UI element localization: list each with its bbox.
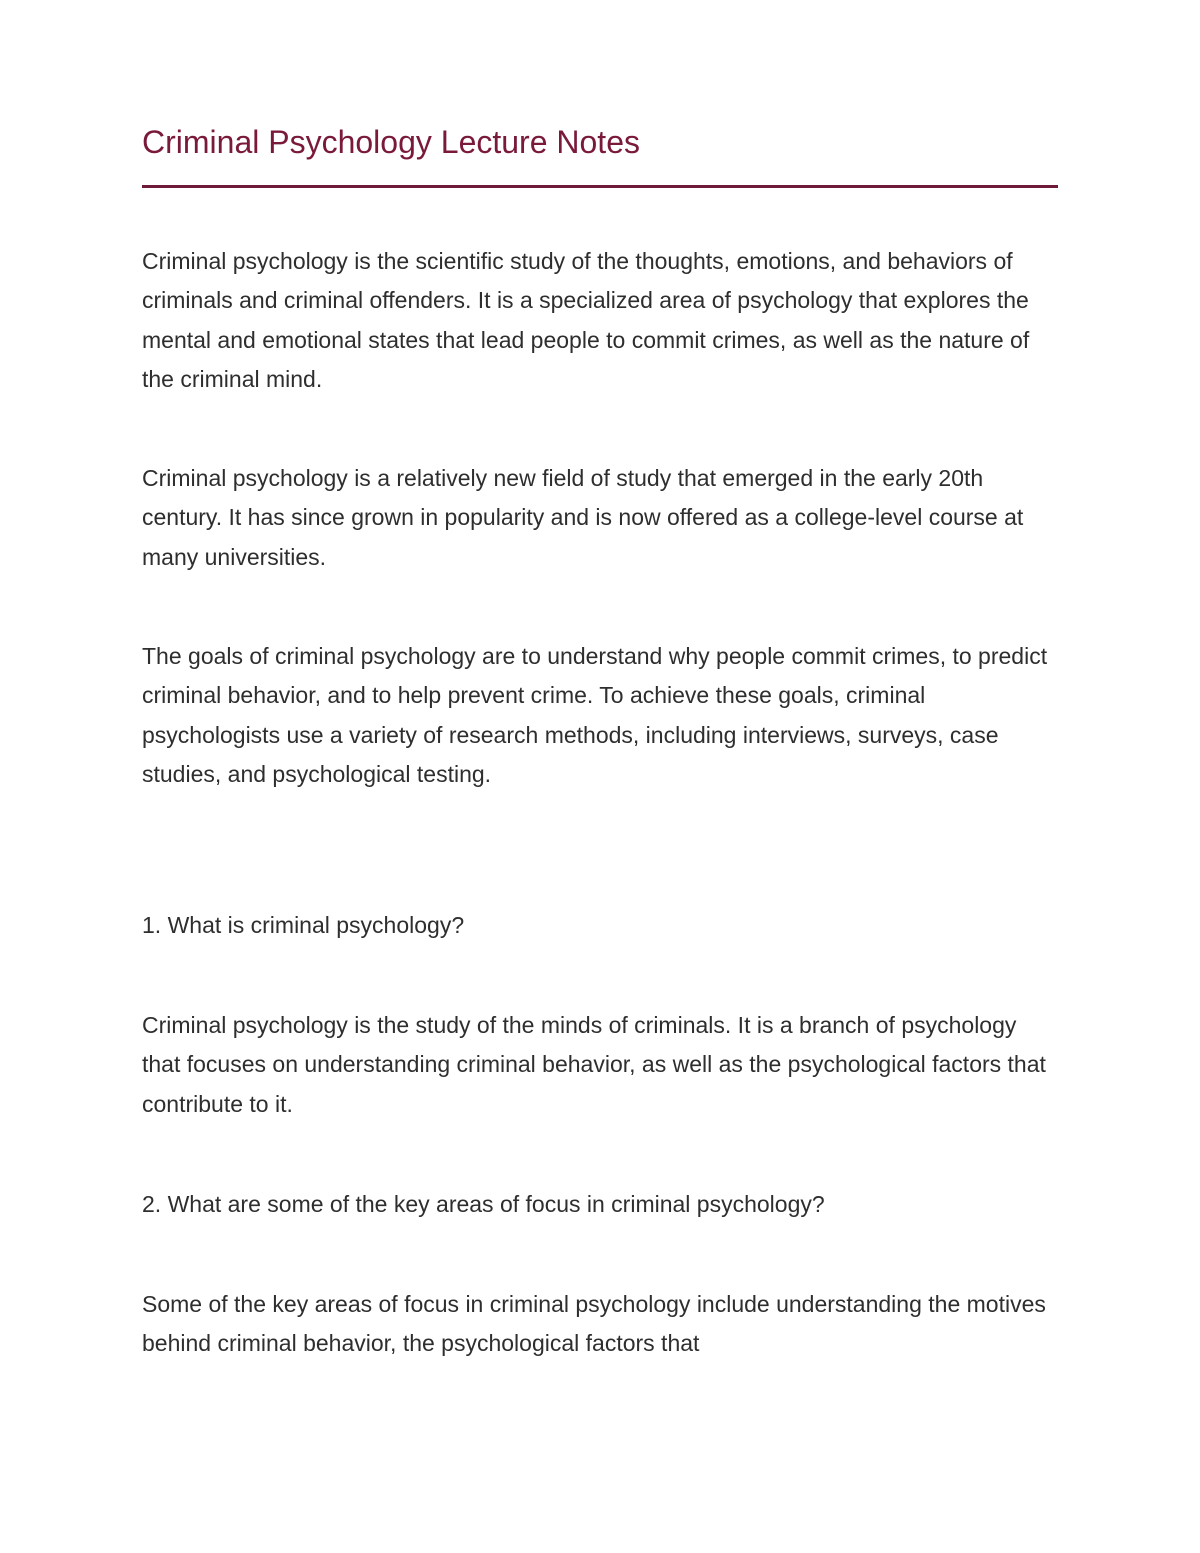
answer-2: Some of the key areas of focus in criminal psychology include understanding the motives behind criminal behavior, the psychological factors that bbox=[142, 1291, 1046, 1357]
answer-1: Criminal psychology is the study of the minds of criminals. It is a branch of psychology that focuses on understanding criminal behavior, as well as the psychological factors that contribute to it. bbox=[142, 1012, 1046, 1117]
question-1: 1. What is criminal psychology? bbox=[142, 912, 465, 938]
title-divider bbox=[142, 185, 1058, 188]
question-2: 2. What are some of the key areas of focus in criminal psychology? bbox=[142, 1191, 825, 1217]
intro-paragraph-2: Criminal psychology is a relatively new field of study that emerged in the early 20th century. It has since grown in popularity and is now offered as a college-level course at many universities. bbox=[142, 465, 1024, 570]
page-title: Criminal Psychology Lecture Notes bbox=[142, 124, 640, 160]
intro-paragraph-1: Criminal psychology is the scientific study of the thoughts, emotions, and behaviors of criminals and criminal offenders. It is a specialized area of psychology that explores the mental and emotional states that lead people to commit crimes, as well as the nature of the criminal mind. bbox=[142, 248, 1030, 392]
intro-paragraph-3: The goals of criminal psychology are to understand why people commit crimes, to predict criminal behavior, and to help prevent crime. To achieve these goals, criminal psychologists use a variety of research methods, including interviews, surveys, case studies, and psychological testing. bbox=[142, 643, 1048, 787]
